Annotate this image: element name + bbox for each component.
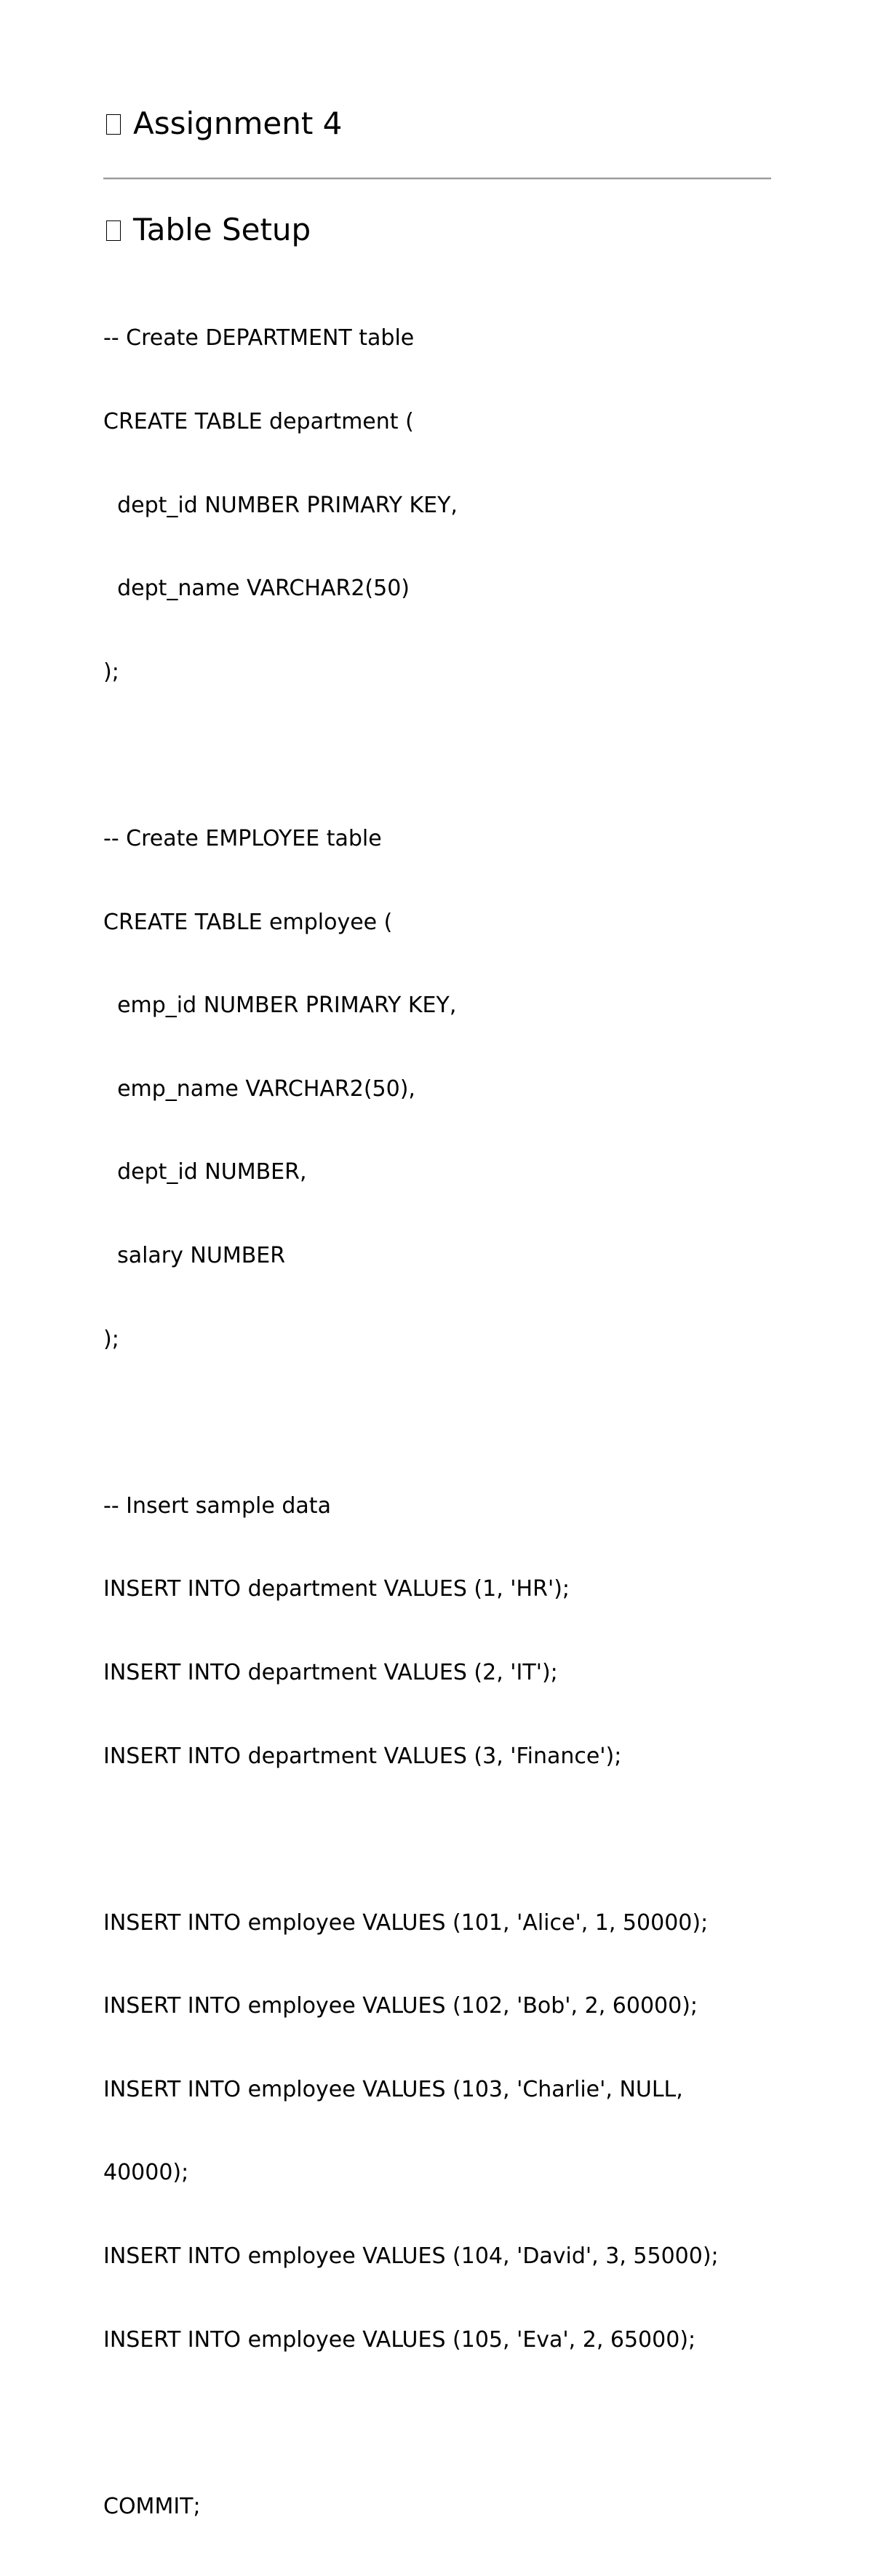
code-line: INSERT INTO employee VALUES (104, 'David', 3, 55000); bbox=[103, 2243, 719, 2270]
code-line: CREATE TABLE department ( bbox=[103, 409, 414, 434]
code-line: emp_id NUMBER PRIMARY KEY, bbox=[103, 993, 457, 1019]
code-line: INSERT INTO employee VALUES (102, 'Bob', 2, 60000); bbox=[103, 1993, 698, 2019]
missing-glyph-icon bbox=[106, 114, 121, 135]
code-line: dept_id NUMBER PRIMARY KEY, bbox=[103, 492, 458, 518]
code-line: emp_name VARCHAR2(50), bbox=[103, 1076, 415, 1102]
code-line: 40000); bbox=[103, 2160, 189, 2186]
code-line: salary NUMBER bbox=[103, 1242, 286, 1268]
code-line: ); bbox=[103, 659, 119, 685]
code-line: ); bbox=[103, 1326, 119, 1352]
code-line: -- Insert sample data bbox=[103, 1492, 331, 1519]
code-line: INSERT INTO employee VALUES (101, 'Alice', 1, 50000); bbox=[103, 1909, 709, 1936]
horizontal-divider bbox=[103, 178, 771, 180]
code-line: dept_id NUMBER, bbox=[103, 1159, 307, 1185]
code-line: COMMIT; bbox=[103, 2493, 201, 2519]
code-line: INSERT INTO employee VALUES (105, 'Eva', 2, 65000); bbox=[103, 2326, 696, 2353]
page-title-text: Assignment 4 bbox=[133, 106, 343, 141]
code-line bbox=[103, 1826, 771, 1853]
code-line: INSERT INTO department VALUES (2, 'IT'); bbox=[103, 1659, 558, 1685]
page-title bbox=[103, 106, 342, 141]
section-heading bbox=[103, 212, 311, 247]
code-line: CREATE TABLE employee ( bbox=[103, 909, 393, 935]
code-line: INSERT INTO employee VALUES (103, 'Charlie', NULL, bbox=[103, 2076, 683, 2102]
code-line bbox=[103, 742, 771, 769]
code-line: dept_name VARCHAR2(50) bbox=[103, 576, 410, 602]
code-line: -- Create EMPLOYEE table bbox=[103, 825, 382, 851]
code-line bbox=[103, 2409, 771, 2437]
section-heading-text: Table Setup bbox=[133, 212, 311, 247]
code-line bbox=[103, 1409, 771, 1436]
sql-code-block bbox=[103, 269, 771, 2576]
code-line: -- Create DEPARTMENT table bbox=[103, 325, 415, 351]
code-line: INSERT INTO department VALUES (1, 'HR'); bbox=[103, 1576, 570, 1602]
missing-glyph-icon bbox=[106, 220, 121, 241]
code-line: INSERT INTO department VALUES (3, 'Finance'); bbox=[103, 1743, 622, 1769]
